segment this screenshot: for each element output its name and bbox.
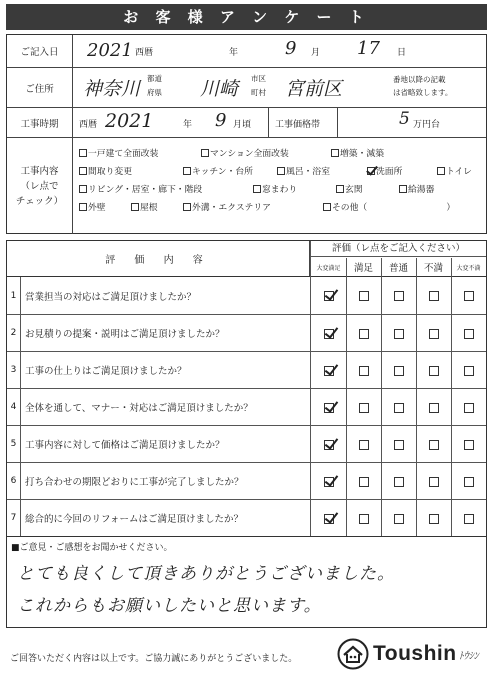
entry-date-row xyxy=(7,35,486,67)
rating-checkbox[interactable] xyxy=(394,477,404,487)
checkbox[interactable] xyxy=(183,203,191,211)
question-row xyxy=(7,314,486,351)
work-option-label: 洗面所 xyxy=(376,167,403,177)
work-option-label: リビング・居室・廊下・階段 xyxy=(88,185,203,195)
checkbox[interactable] xyxy=(253,185,261,193)
work-option-label: 窓まわり xyxy=(262,185,298,195)
rating-checkbox[interactable] xyxy=(464,440,474,450)
period-month-unit: 月頃 xyxy=(233,120,252,130)
work-option-label: キッチン・台所 xyxy=(192,167,253,177)
entry-month-hand[interactable]: 9 xyxy=(285,38,297,59)
work-option-label: 風呂・浴室 xyxy=(286,167,330,177)
rating-checkbox[interactable] xyxy=(464,477,474,487)
rating-checkbox[interactable] xyxy=(464,366,474,376)
work-option[interactable] xyxy=(367,164,402,177)
rating-checkbox[interactable] xyxy=(359,440,369,450)
customer-info-table xyxy=(6,34,487,234)
entry-era: 西暦 xyxy=(135,48,154,58)
entry-date-label: ご記入日 xyxy=(7,35,73,67)
rating-checkbox[interactable] xyxy=(464,291,474,301)
rating-checkbox[interactable] xyxy=(359,514,369,524)
checkbox[interactable] xyxy=(323,203,331,211)
rating-checkbox[interactable] xyxy=(394,329,404,339)
house-logo-icon xyxy=(337,638,369,670)
checkbox[interactable] xyxy=(79,149,87,157)
question-row xyxy=(7,499,486,536)
rating-checkbox[interactable] xyxy=(429,403,439,413)
rating-checkbox[interactable] xyxy=(324,403,334,413)
checkbox[interactable] xyxy=(367,167,375,175)
evaluation-rating-header: 評価（レ点をご記入ください） xyxy=(311,241,486,257)
period-row xyxy=(7,107,486,137)
rating-checkbox[interactable] xyxy=(324,366,334,376)
work-option[interactable] xyxy=(183,200,271,213)
checkbox[interactable] xyxy=(201,149,209,157)
rating-checkbox[interactable] xyxy=(464,403,474,413)
work-option-label: トイレ xyxy=(446,167,472,177)
checkbox[interactable] xyxy=(131,203,139,211)
logo-script: ﾄｳｼﾝ xyxy=(458,650,479,662)
address-pref-hand[interactable]: 神奈川 xyxy=(83,78,141,100)
checkbox[interactable] xyxy=(79,167,87,175)
work-option-label: 間取り変更 xyxy=(88,167,132,177)
price-label: 工事価格帯 xyxy=(275,120,321,130)
question-text: お見積りの提案・説明はご満足頂けましたか？ xyxy=(25,329,225,340)
question-row xyxy=(7,425,486,462)
entry-year-unit: 年 xyxy=(229,48,239,58)
work-option[interactable] xyxy=(201,146,289,159)
rating-checkbox[interactable] xyxy=(464,329,474,339)
rating-checkbox[interactable] xyxy=(429,440,439,450)
work-option[interactable] xyxy=(183,164,253,177)
work-option[interactable] xyxy=(277,164,330,177)
question-number: 6 xyxy=(7,463,21,499)
rating-checkbox[interactable] xyxy=(429,366,439,376)
price-hand[interactable]: 5 xyxy=(399,109,410,129)
address-label: ご住所 xyxy=(7,68,73,107)
address-row xyxy=(7,67,486,107)
question-number: 1 xyxy=(7,277,21,314)
work-option[interactable] xyxy=(253,182,297,195)
rating-column-label: 普通 xyxy=(388,263,408,274)
city-unit-bottom: 町村 xyxy=(251,88,266,97)
comment-line-2[interactable]: これからもお願いしたいと思います。 xyxy=(17,596,322,616)
checkbox[interactable] xyxy=(79,203,87,211)
survey-title: お 客 様 ア ン ケ ー ト xyxy=(6,4,487,30)
question-text: 総合的に今回のリフォームはご満足頂けましたか？ xyxy=(25,514,244,525)
checkbox[interactable] xyxy=(399,185,407,193)
address-note-2: は省略致します。 xyxy=(393,88,453,97)
entry-day-unit: 日 xyxy=(397,48,407,58)
price-unit: 万円台 xyxy=(413,120,441,130)
work-option-label: 一戸建て全面改装 xyxy=(88,149,159,159)
rating-column-label: 不満 xyxy=(423,263,443,274)
work-option[interactable] xyxy=(79,146,158,159)
rating-checkbox[interactable] xyxy=(324,440,334,450)
question-number: 3 xyxy=(7,352,21,388)
toushin-logo xyxy=(337,637,479,671)
address-note-1: 番地以降の記載 xyxy=(393,75,446,84)
rating-checkbox[interactable] xyxy=(429,291,439,301)
address-area-hand[interactable]: 宮前区 xyxy=(285,78,343,100)
work-content-row xyxy=(7,137,486,234)
work-content-label: 工事内容 （レ点で チェック） xyxy=(7,138,73,234)
pref-unit-bottom: 府県 xyxy=(147,88,162,97)
work-option[interactable] xyxy=(131,200,158,213)
column-divider xyxy=(310,241,311,536)
entry-day-hand[interactable]: 17 xyxy=(357,38,380,59)
question-text: 営業担当の対応はご満足頂けましたか？ xyxy=(25,291,197,303)
column-divider xyxy=(416,258,417,536)
logo-text: Toushin xyxy=(373,642,457,665)
entry-month-unit: 月 xyxy=(311,48,321,58)
checkbox[interactable] xyxy=(79,185,87,193)
checkbox[interactable] xyxy=(277,167,285,175)
rating-checkbox[interactable] xyxy=(324,514,334,524)
work-option[interactable] xyxy=(323,200,455,213)
column-divider xyxy=(451,258,452,536)
question-row xyxy=(7,388,486,425)
question-text: 全体を通して、マナー・対応はご満足頂けましたか？ xyxy=(25,403,253,414)
question-row xyxy=(7,462,486,499)
question-row xyxy=(7,277,486,314)
work-option[interactable] xyxy=(336,182,363,195)
evaluation-table xyxy=(6,240,487,537)
rating-checkbox[interactable] xyxy=(359,291,369,301)
checkbox[interactable] xyxy=(331,149,339,157)
work-option-label: 外溝・エクステリア xyxy=(192,203,271,213)
work-option[interactable] xyxy=(79,164,132,177)
rating-column-label: 大変不満 xyxy=(456,264,481,272)
period-month-hand[interactable]: 9 xyxy=(215,110,227,131)
question-row xyxy=(7,351,486,388)
rating-checkbox[interactable] xyxy=(464,514,474,524)
evaluation-content-header: 評 価 内 容 xyxy=(7,241,310,276)
checkbox[interactable] xyxy=(183,167,191,175)
rating-checkbox[interactable] xyxy=(394,514,404,524)
rating-checkbox[interactable] xyxy=(324,329,334,339)
question-text: 打ち合わせの期限どおりに工事が完了しましたか？ xyxy=(25,477,244,488)
rating-checkbox[interactable] xyxy=(324,477,334,487)
footer-text: ご回答いただく内容は以上です。ご協力誠にありがとうございました。 xyxy=(10,654,298,664)
period-era: 西暦 xyxy=(79,120,98,130)
work-option-label: その他（ ） xyxy=(332,203,456,213)
rating-checkbox[interactable] xyxy=(359,366,369,376)
work-option-label: 給湯器 xyxy=(408,185,435,195)
comment-line-1[interactable]: とても良くして頂きありがとうございました。 xyxy=(17,564,395,584)
rating-checkbox[interactable] xyxy=(429,329,439,339)
comment-section xyxy=(6,537,487,628)
checkbox[interactable] xyxy=(437,167,445,175)
question-number: 2 xyxy=(7,315,21,351)
entry-year-hand[interactable]: 2021 xyxy=(87,40,133,61)
comment-label: ■ご意見・ご感想をお聞かせください。 xyxy=(11,543,173,553)
work-option[interactable] xyxy=(79,182,202,195)
rating-checkbox[interactable] xyxy=(324,291,334,301)
period-label: 工事時期 xyxy=(7,108,73,137)
period-year-hand[interactable]: 2021 xyxy=(105,110,154,132)
question-number: 7 xyxy=(7,500,21,536)
rating-column-label: 大変満足 xyxy=(316,264,341,272)
period-year-unit: 年 xyxy=(183,120,193,130)
question-text: 工事内容に対して価格はご満足頂けましたか？ xyxy=(25,440,225,451)
rating-checkbox[interactable] xyxy=(394,440,404,450)
work-option-label: 玄関 xyxy=(345,185,363,195)
question-number: 4 xyxy=(7,389,21,425)
checkbox[interactable] xyxy=(336,185,344,193)
rating-checkbox[interactable] xyxy=(429,477,439,487)
question-number: 5 xyxy=(7,426,21,462)
rating-checkbox[interactable] xyxy=(359,403,369,413)
column-divider xyxy=(381,258,382,536)
work-option[interactable] xyxy=(79,200,106,213)
city-unit-top: 市区 xyxy=(251,74,266,83)
rating-checkbox[interactable] xyxy=(429,514,439,524)
rating-checkbox[interactable] xyxy=(359,477,369,487)
work-option[interactable] xyxy=(437,164,472,177)
pref-unit-top: 都道 xyxy=(147,74,162,83)
rating-checkbox[interactable] xyxy=(394,403,404,413)
rating-column-label: 満足 xyxy=(353,263,373,274)
address-city-hand[interactable]: 川崎 xyxy=(200,78,239,100)
work-option-label: 増築・減築 xyxy=(340,149,384,159)
work-option[interactable] xyxy=(399,182,434,195)
work-option-label: マンション全面改装 xyxy=(210,149,289,159)
question-text: 工事の仕上りはご満足頂けましたか？ xyxy=(25,366,187,377)
evaluation-header xyxy=(7,241,486,277)
rating-checkbox[interactable] xyxy=(394,291,404,301)
rating-checkbox[interactable] xyxy=(359,329,369,339)
work-option-label: 外壁 xyxy=(88,203,106,213)
work-option-label: 屋根 xyxy=(140,203,158,213)
work-option[interactable] xyxy=(331,146,384,159)
rating-checkbox[interactable] xyxy=(394,366,404,376)
column-divider xyxy=(346,258,347,536)
